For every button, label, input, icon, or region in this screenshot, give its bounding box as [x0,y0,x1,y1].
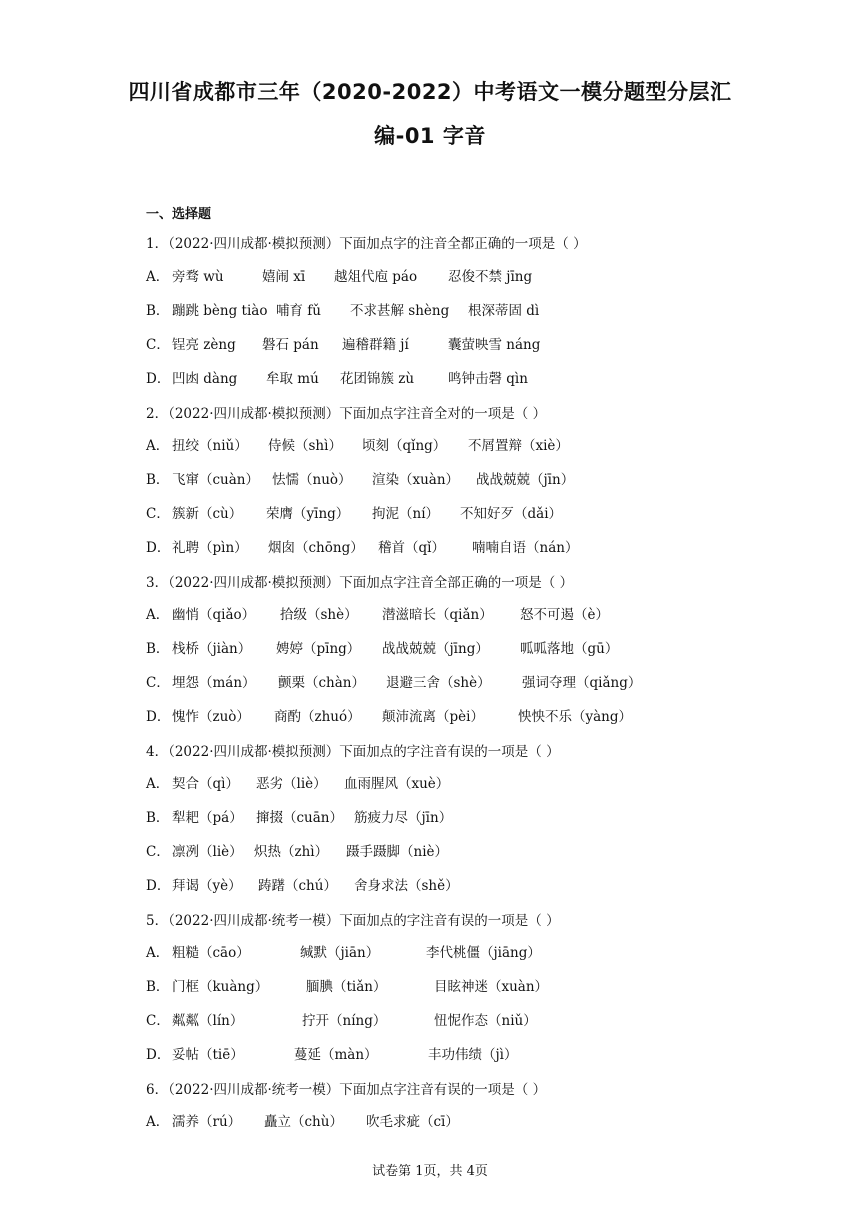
option-item: 怒不可遏（è） [520,607,609,623]
option-label: C． [146,337,170,353]
option-label: A． [146,438,170,454]
option-item: 颠沛流离（pèi） [382,709,484,725]
option-item: 顷刻（qǐng） [362,438,447,454]
option-item: 喃喃自语（nán） [472,540,579,556]
option-item: 粗糙（cāo） [172,945,250,961]
option-label: D． [146,709,171,725]
option-item: 撺掇（cuān） [256,810,343,826]
option-row [146,637,619,657]
option-item: 战战兢兢（jīng） [382,641,489,657]
option-item: 蔓延（màn） [294,1047,378,1063]
option-item: 战战兢兢（jīn） [476,472,575,488]
option-item: 哺育 fǔ [276,303,321,319]
option-row [146,367,528,387]
option-row [146,671,642,691]
option-row [146,1110,459,1130]
option-label: B． [146,303,170,319]
option-item: 拧开（níng） [302,1013,387,1029]
option-label: A． [146,269,170,285]
option-item: 退避三舍（shè） [386,675,491,691]
option-row [146,299,540,319]
option-row [146,806,453,826]
option-item: 濡养（rú） [172,1114,242,1130]
option-item: 埋怨（mán） [172,675,256,691]
option-item: 腼腆（tiǎn） [306,979,387,995]
option-item: 丰功伟绩（jì） [428,1047,518,1063]
option-item: 吹毛求疵（cī） [366,1114,459,1130]
question-stem: 3．（2022·四川成都·模拟预测）下面加点字注音全部正确的一项是（ ） [146,575,574,591]
option-item: 目眩神迷（xuàn） [434,979,549,995]
option-item: 愧怍（zuò） [172,709,250,725]
option-row [146,772,450,792]
option-item: 筋疲力尽（jīn） [354,810,453,826]
option-item: 侍候（shì） [268,438,342,454]
option-item: 根深蒂固 dì [468,303,540,319]
option-label: D． [146,371,171,387]
option-item: 花团锦簇 zù [340,371,415,387]
option-item: 娉婷（pīng） [276,641,361,657]
doc-title-line1: 四川省成都市三年（2020-2022）中考语文一模分题型分层汇 [128,80,732,104]
option-item: 不知好歹（dǎi） [460,506,563,522]
option-label: C． [146,844,170,860]
option-label: C． [146,675,170,691]
option-item: 拜谒（yè） [172,878,242,894]
option-item: 颤栗（chàn） [278,675,365,691]
option-row [146,1043,518,1063]
option-item: 怯懦（nuò） [272,472,352,488]
option-item: 旁骛 wù [172,269,224,285]
option-item: 礼聘（pìn） [172,540,248,556]
option-item: 拘泥（ní） [372,506,440,522]
option-item: 栈桥（jiàn） [172,641,252,657]
option-item: 李代桃僵（jiāng） [426,945,541,961]
option-item: 扭绞（niǔ） [172,438,248,454]
option-row [146,874,459,894]
option-label: D． [146,540,171,556]
option-item: 凛冽（liè） [172,844,243,860]
option-label: A． [146,776,170,792]
option-row [146,603,609,623]
question-stem: 1．（2022·四川成都·模拟预测）下面加点字的注音全都正确的一项是（ ） [146,236,587,252]
doc-title-line2: 编-01 字音 [374,124,486,148]
option-item: 幽悄（qiǎo） [172,607,256,623]
option-item: 潜滋暗长（qiǎn） [382,607,493,623]
option-item: 不求甚解 shèng [350,303,450,319]
question-stem: 5．（2022·四川成都·统考一模）下面加点的字注音有误的一项是（ ） [146,913,560,929]
option-item: 矗立（chù） [264,1114,343,1130]
option-item: 恶劣（liè） [256,776,327,792]
option-row [146,265,533,285]
option-item: 越俎代庖 páo [334,269,418,285]
option-label: D． [146,1047,171,1063]
option-item: 怏怏不乐（yàng） [518,709,633,725]
option-item: 拾级（shè） [280,607,358,623]
option-item: 舍身求法（shě） [354,878,459,894]
option-item: 鸣钟击磬 qìn [448,371,528,387]
option-item: 凹凼 dàng [172,371,238,387]
option-item: 呱呱落地（gū） [520,641,619,657]
option-row [146,502,563,522]
option-item: 契合（qì） [172,776,239,792]
option-row [146,468,575,488]
option-item: 炽热（zhì） [254,844,329,860]
option-item: 稽首（qǐ） [378,540,445,556]
option-item: 踌躇（chú） [258,878,337,894]
option-label: D． [146,878,171,894]
option-row [146,1009,537,1029]
option-item: 囊萤映雪 náng [448,337,541,353]
option-item: 锃亮 zèng [172,337,236,353]
option-item: 门框（kuàng） [172,979,269,995]
option-item: 忸怩作态（niǔ） [434,1013,537,1029]
option-item: 牟取 mú [266,371,319,387]
option-item: 蹦跳 bèng tiào [172,303,268,319]
option-item: 强词夺理（qiǎng） [522,675,642,691]
option-item: 不屑置辩（xiè） [468,438,569,454]
option-label: B． [146,810,170,826]
option-label: C． [146,1013,170,1029]
option-item: 缄默（jiān） [300,945,380,961]
option-label: A． [146,607,170,623]
option-row [146,941,541,961]
option-item: 犁耙（pá） [172,810,243,826]
option-item: 簇新（cù） [172,506,243,522]
option-item: 妥帖（tiē） [172,1047,244,1063]
question-stem: 2．（2022·四川成都·模拟预测）下面加点字注音全对的一项是（ ） [146,406,547,422]
option-row [146,840,449,860]
option-item: 烟囱（chōng） [268,540,364,556]
option-label: B． [146,472,170,488]
option-row [146,705,633,725]
option-item: 遍稽群籍 jí [342,337,409,353]
option-label: B． [146,641,170,657]
option-label: B． [146,979,170,995]
option-item: 血雨腥风（xuè） [344,776,450,792]
option-item: 荣膺（yīng） [266,506,350,522]
question-stem: 4．（2022·四川成都·模拟预测）下面加点的字注音有误的一项是（ ） [146,744,560,760]
option-label: C． [146,506,170,522]
option-label: A． [146,1114,170,1130]
section-heading: 一、选择题 [146,207,212,222]
option-item: 渲染（xuàn） [372,472,460,488]
option-row [146,536,579,556]
option-row [146,434,569,454]
option-item: 蹑手蹑脚（niè） [346,844,449,860]
option-row [146,333,541,353]
option-row [146,975,549,995]
option-item: 磐石 pán [262,337,319,353]
question-stem: 6．（2022·四川成都·统考一模）下面加点字注音有误的一项是（ ） [146,1082,547,1098]
option-label: A． [146,945,170,961]
option-item: 嬉闹 xī [262,269,306,285]
page-footer: 试卷第 1页，共 4页 [372,1164,488,1179]
option-item: 粼粼（lín） [172,1013,244,1029]
option-item: 商酌（zhuó） [274,709,361,725]
option-item: 飞窜（cuàn） [172,472,259,488]
option-item: 忍俊不禁 jīng [448,269,533,285]
